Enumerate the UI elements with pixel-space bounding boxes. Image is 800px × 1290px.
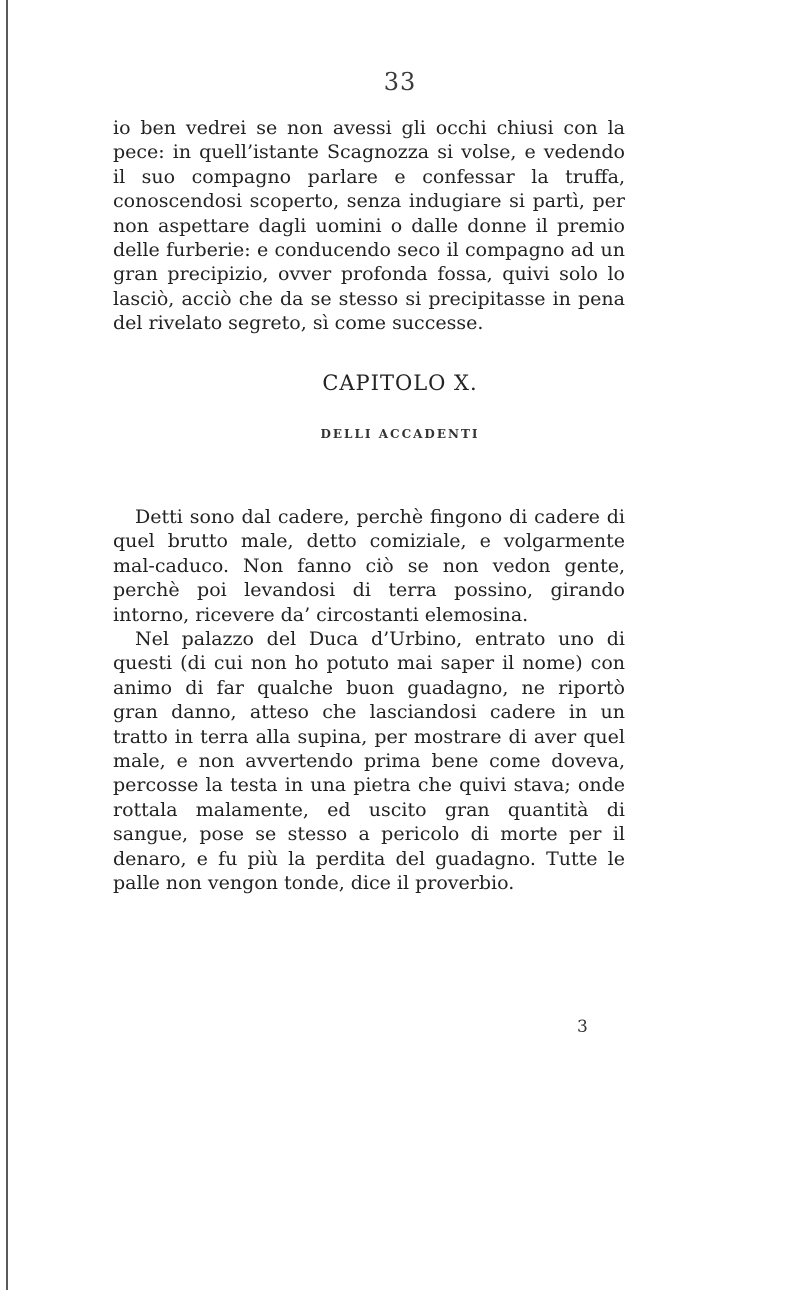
chapter-paragraph-1: Detti sono dal cadere, perchè fingono di cadere di quel brutto male, detto comiziale, e volgarmente mal-caduco. Non fanno ciò se non vedon gente, perchè poi levandosi di terra possino, girando intorno, ricevere da’ circostanti elemosina.	[113, 506, 625, 626]
continuation-text	[113, 116, 625, 336]
chapter-title: CAPITOLO X.	[322, 371, 478, 395]
chapter-paragraph-2: Nel palazzo del Duca d’Urbino, entrato uno di questi (di cui non ho potuto mai saper il nome) con animo di far qualche buon guadagno, ne riportò gran danno, atteso che lasciandosi cadere in un tratto in terra alla supina, per mostrare di aver quel male, e non avvertendo prima bene come doveva, percosse la testa in una pietra che quivi stava; onde rottala malamente, ed uscito gran quantità di sangue, pose se stesso a pericolo di morte per il denaro, e fu più la perdita del guadagno. Tutte le palle non vengon tonde, dice il proverbio.	[113, 628, 625, 895]
signature-mark: 3	[577, 1017, 588, 1037]
continuation-paragraph: io ben vedrei se non avessi gli occhi chiusi con la pece: in quell’istante Scagnozza si volse, e vedendo il suo compagno parlare e confessar la truffa, conoscendosi scoperto, senza indugiare si partì, per non aspettare dagli uomini o dalle donne il premio delle furberie: e conducendo seco il compagno ad un gran precipizio, ovver profonda fossa, quivi solo lo lasciò, acciò che da se stesso si precipitasse in pena del rivelato segreto, sì come successe.	[113, 117, 625, 335]
page-edge-rule	[6, 0, 8, 1290]
chapter-subtitle: DELLI ACCADENTI	[320, 427, 480, 441]
page-number: 33	[383, 68, 417, 96]
chapter-body	[113, 505, 625, 896]
